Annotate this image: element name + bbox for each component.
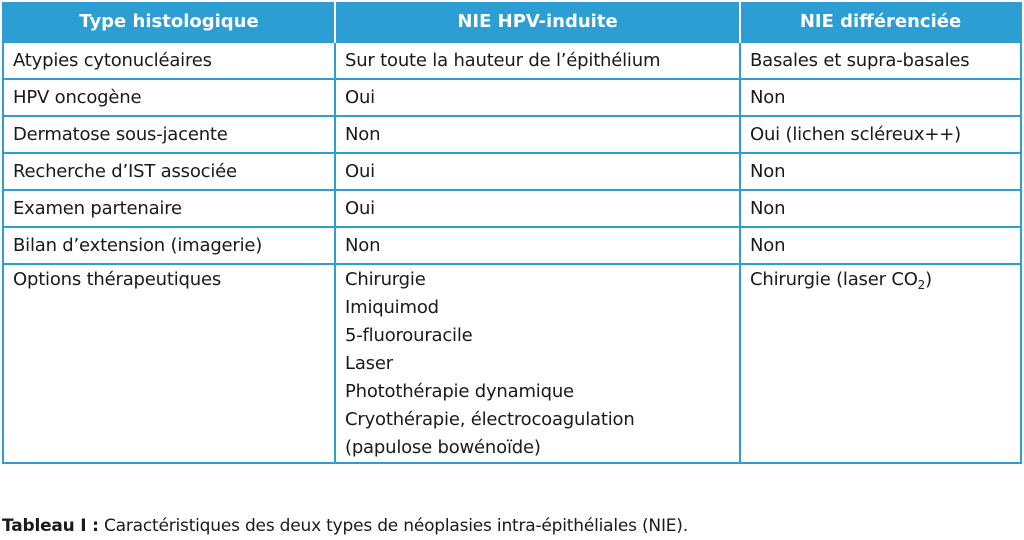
row-label: Atypies cytonucléaires — [3, 42, 335, 79]
option-item: 5-fluorouracile — [345, 325, 473, 346]
option-item: Laser — [345, 353, 393, 374]
options-label: Options thérapeutiques — [13, 269, 221, 290]
header-nie-differenciee: NIE différenciée — [740, 2, 1021, 42]
caption-text: Caractéristiques des deux types de néoplasies intra-épithéliales (NIE). — [98, 516, 688, 536]
hpv-cell: Oui — [335, 79, 740, 116]
diff-option-text: Chirurgie (laser $CO_2$) — [750, 269, 932, 292]
row-label: Examen partenaire — [3, 190, 335, 227]
table-row-options — [3, 264, 1021, 463]
co2-subscript: 2 — [917, 278, 926, 292]
option-item: Imiquimod — [345, 297, 439, 318]
hpv-cell: Oui — [335, 153, 740, 190]
hpv-cell: Non — [335, 227, 740, 264]
header-row — [3, 2, 1021, 42]
table-row — [3, 79, 1021, 116]
diff-cell: Basales et supra-basales — [740, 42, 1021, 79]
diff-options-cell — [740, 264, 1021, 463]
diff-cell: Non — [740, 79, 1021, 116]
row-label: Bilan d’extension (imagerie) — [3, 227, 335, 264]
row-label: Dermatose sous-jacente — [3, 116, 335, 153]
hpv-cell: Non — [335, 116, 740, 153]
nie-comparison-table — [2, 2, 1022, 464]
hpv-cell: Oui — [335, 190, 740, 227]
diff-cell: Oui (lichen scléreux++) — [740, 116, 1021, 153]
table-row — [3, 227, 1021, 264]
diff-cell: Non — [740, 153, 1021, 190]
option-item: Photothérapie dynamique — [345, 381, 574, 402]
caption-label: Tableau I : — [2, 516, 99, 536]
row-label — [3, 264, 335, 463]
hpv-cell: Sur toute la hauteur de l’épithélium — [335, 42, 740, 79]
header-nie-hpv-induite: NIE HPV-induite — [335, 2, 740, 42]
table-row — [3, 190, 1021, 227]
option-item: (papulose bowénoïde) — [345, 437, 541, 458]
table-row — [3, 116, 1021, 153]
table-caption — [2, 516, 688, 536]
table-row — [3, 153, 1021, 190]
option-item: Cryothérapie, électrocoagulation — [345, 409, 635, 430]
diff-cell: Non — [740, 190, 1021, 227]
row-label: Recherche d’IST associée — [3, 153, 335, 190]
hpv-options-cell — [335, 264, 740, 463]
row-label: HPV oncogène — [3, 79, 335, 116]
option-item: Chirurgie — [345, 269, 426, 290]
header-type-histologique: Type histologique — [3, 2, 335, 42]
diff-cell: Non — [740, 227, 1021, 264]
table-row — [3, 42, 1021, 79]
